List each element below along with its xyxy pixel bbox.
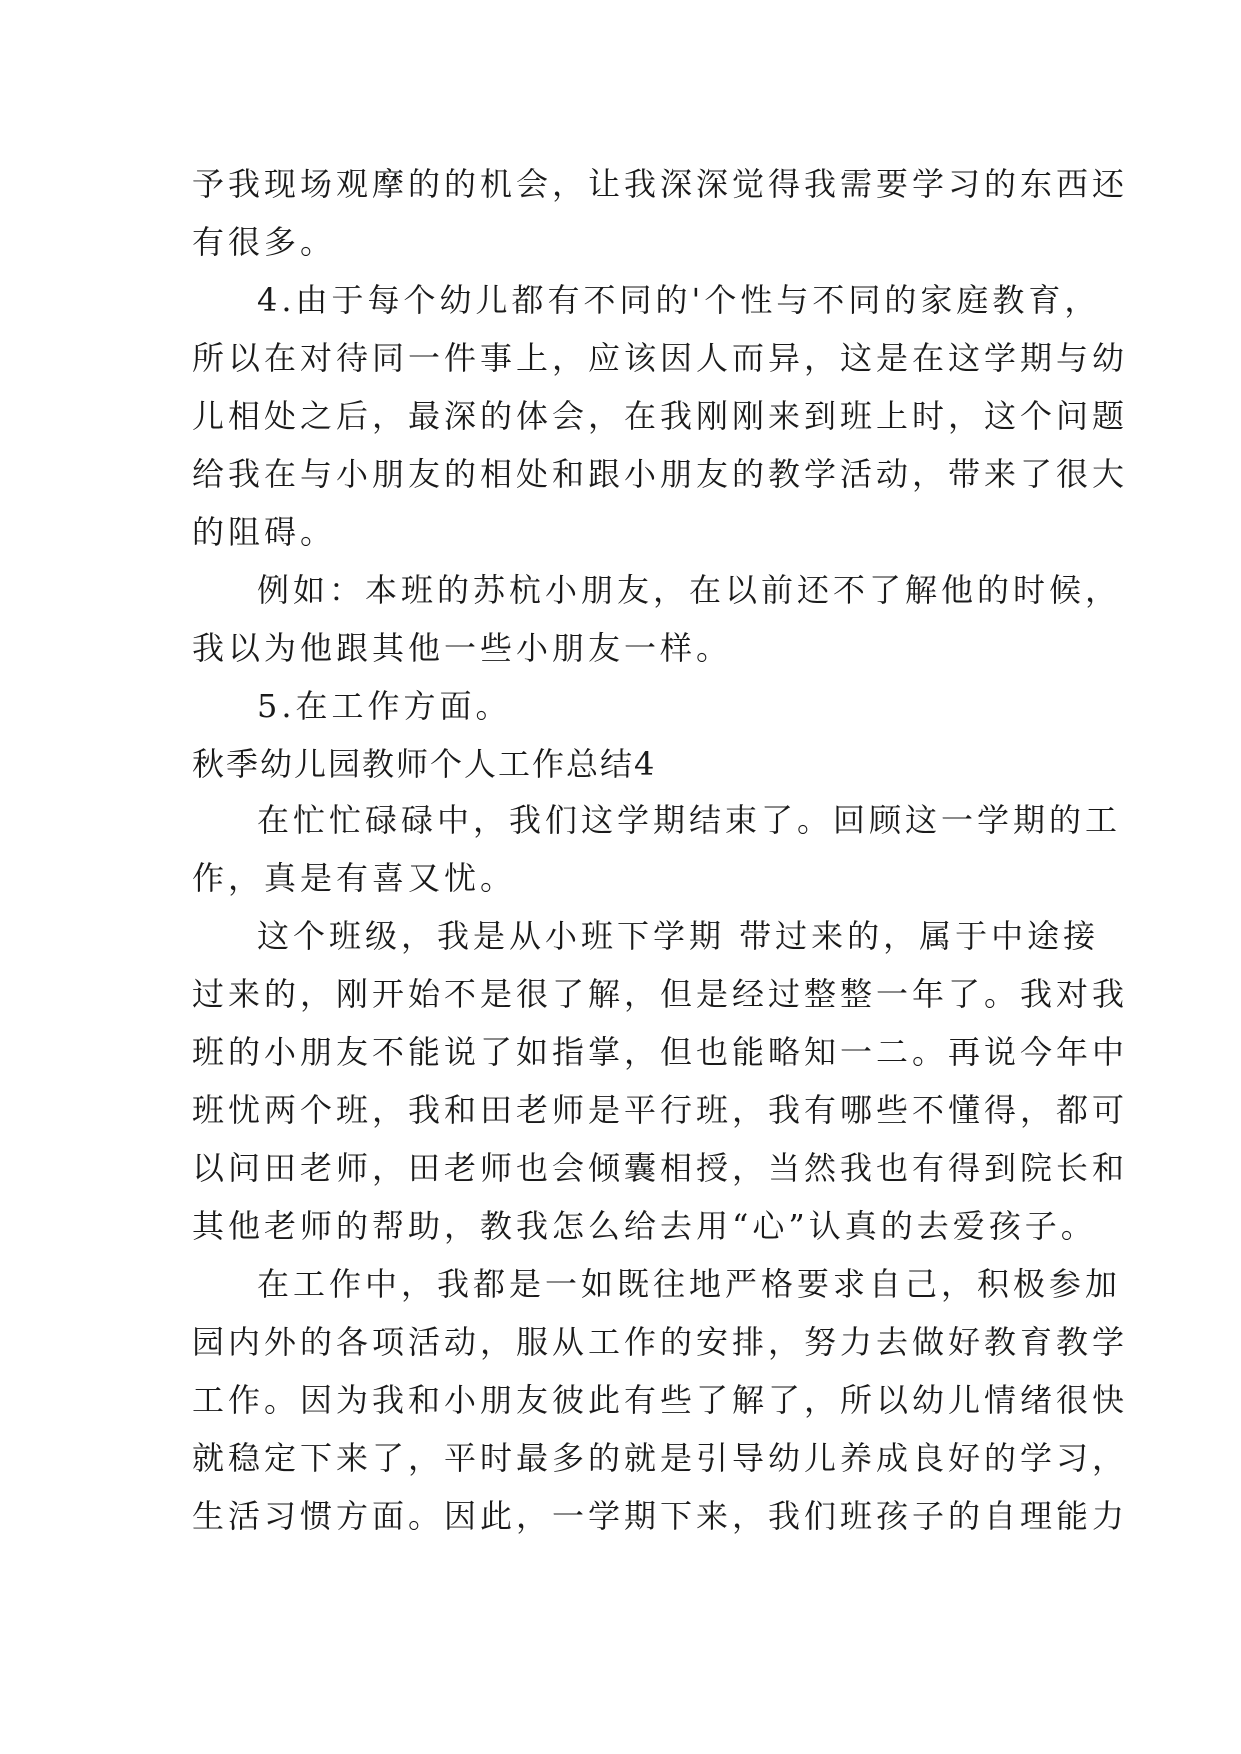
text-line: 例如：本班的苏杭小朋友，在以前还不了解他的时候， [257, 571, 1122, 609]
section-heading: 秋季幼儿园教师个人工作总结4 [192, 745, 657, 783]
text-line: 的阻碍。 [192, 513, 337, 551]
text-line: 班忧两个班，我和田老师是平行班，我有哪些不懂得，都可 [192, 1091, 1129, 1129]
text-line: 过来的，刚开始不是很了解，但是经过整整一年了。我对我 [192, 975, 1129, 1013]
text-line: 班的小朋友不能说了如指掌，但也能略知一二。再说今年中 [192, 1033, 1129, 1071]
text-line: 予我现场观摩的的机会，让我深深觉得我需要学习的东西还 [192, 165, 1129, 203]
text-line: 儿相处之后，最深的体会，在我刚刚来到班上时，这个问题 [192, 397, 1129, 435]
text-line: 作，真是有喜又忧。 [192, 859, 517, 897]
text-line: 园内外的各项活动，服从工作的安排，努力去做好教育教学 [192, 1323, 1129, 1361]
text-line: 就稳定下来了，平时最多的就是引导幼儿养成良好的学习， [192, 1439, 1129, 1477]
text-line: 4.由于每个幼儿都有不同的'个性与不同的家庭教育， [257, 281, 1101, 319]
text-line: 在忙忙碌碌中，我们这学期结束了。回顾这一学期的工 [257, 801, 1122, 839]
text-line: 工作。因为我和小朋友彼此有些了解了，所以幼儿情绪很快 [192, 1381, 1129, 1419]
text-line: 以问田老师，田老师也会倾囊相授，当然我也有得到院长和 [192, 1149, 1129, 1187]
text-line: 这个班级，我是从小班下学期 带过来的，属于中途接 [257, 917, 1100, 955]
text-line: 所以在对待同一件事上，应该因人而异，这是在这学期与幼 [192, 339, 1129, 377]
text-line: 5.在工作方面。 [257, 687, 512, 725]
text-line: 在工作中，我都是一如既往地严格要求自己，积极参加 [257, 1265, 1122, 1303]
text-line: 给我在与小朋友的相处和跟小朋友的教学活动，带来了很大 [192, 455, 1129, 493]
text-line: 生活习惯方面。因此，一学期下来，我们班孩子的自理能力 [192, 1497, 1129, 1535]
text-line: 其他老师的帮助，教我怎么给去用“心”认真的去爱孩子。 [192, 1207, 1097, 1245]
text-line: 有很多。 [192, 223, 337, 261]
text-line: 我以为他跟其他一些小朋友一样。 [192, 629, 733, 667]
